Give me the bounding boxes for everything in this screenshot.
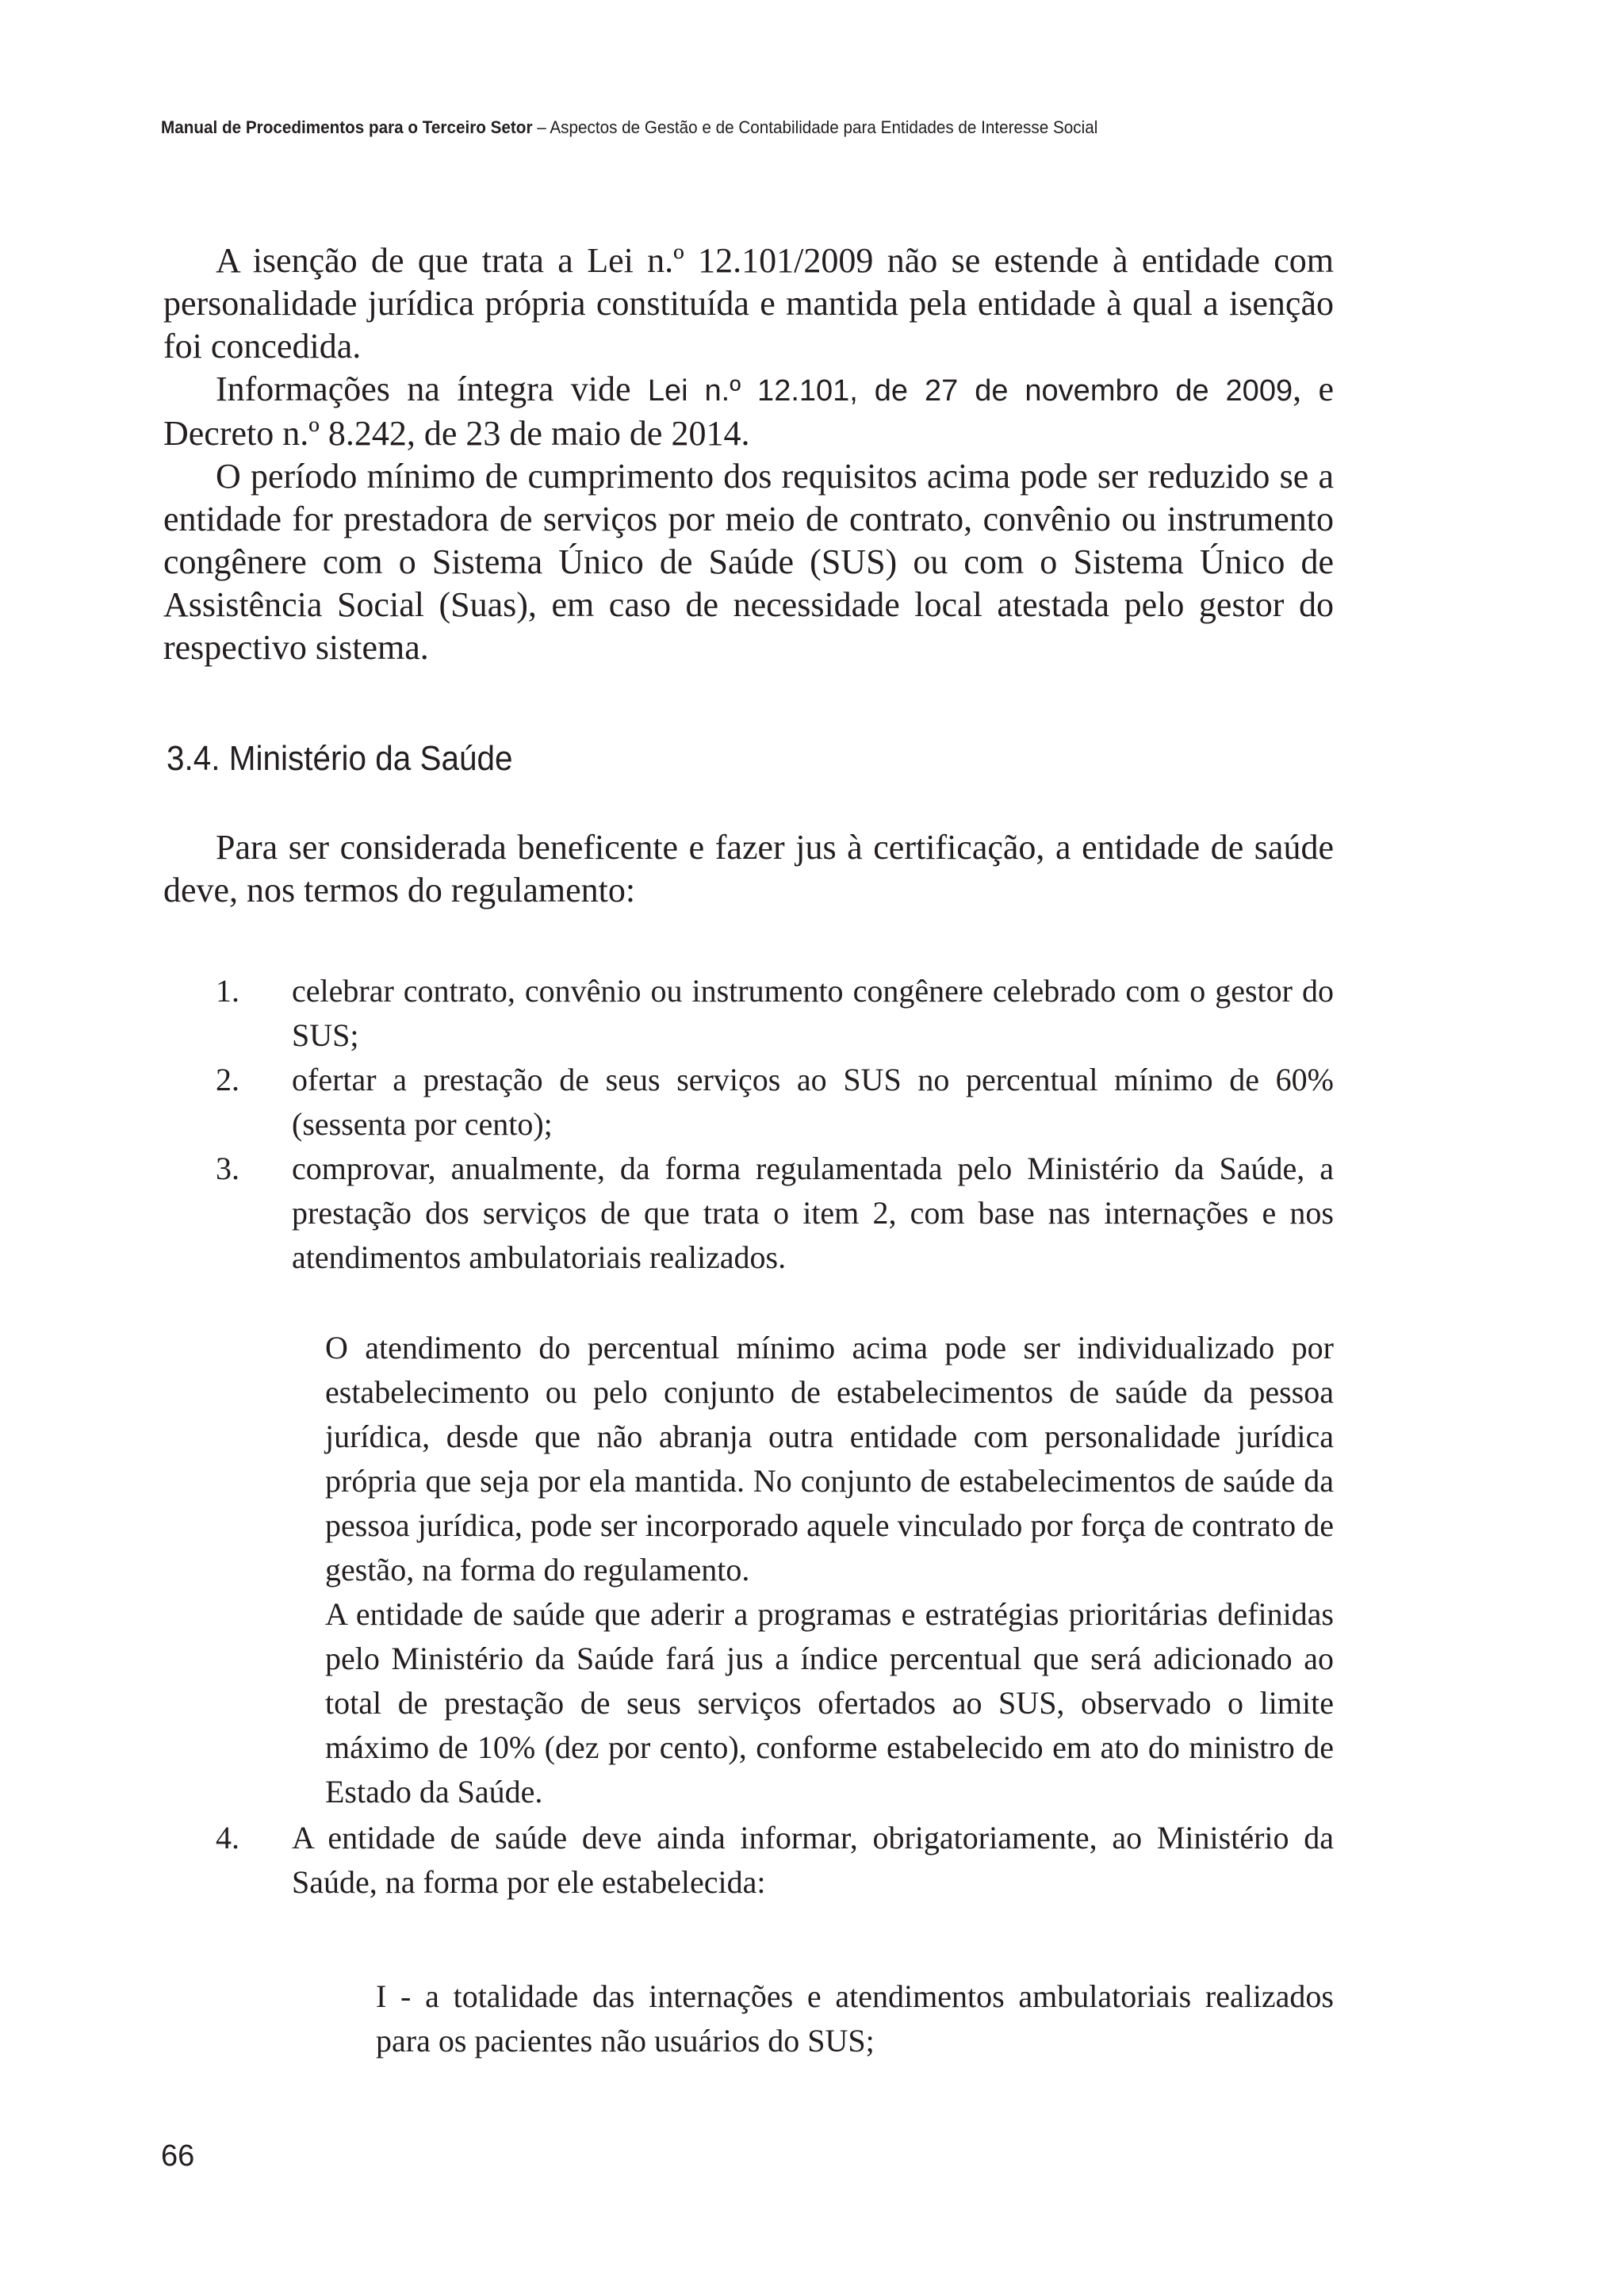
law-reference-link[interactable]: Lei n.º 12.101, de 27 de novembro de 2009 xyxy=(647,374,1293,408)
body-text-top xyxy=(163,239,1334,669)
list-item-text: ofertar a prestação de seus serviços ao SUS no percentual mínimo de 60% (sessenta por cento); xyxy=(292,1062,1334,1142)
list-item-number: 1. xyxy=(216,973,239,1009)
paragraph-informacoes-end: , e Decreto n.º 8.242, de 23 de maio de 2014. xyxy=(163,370,1335,453)
section-intro xyxy=(163,826,1334,912)
section-heading: 3.4. Ministério da Saúde xyxy=(167,739,513,778)
sub-item-text: I - a totalidade das internações e atendimentos ambulatoriais realizados para os pacientes não usuários do SUS; xyxy=(376,1978,1334,2058)
list-item xyxy=(163,969,1334,1058)
paragraph-isencao: A isenção de que trata a Lei n.º 12.101/2009 não se estende à entidade com personalidade jurídica própria constituída e mantida pela entidade à qual a isenção foi concedida. xyxy=(163,241,1334,366)
list-item xyxy=(163,1816,1334,1905)
requirements-list-continued xyxy=(163,1816,1334,1905)
paragraph-informacoes xyxy=(163,368,1334,455)
requirements-list xyxy=(163,969,1334,1280)
section-intro-paragraph: Para ser considerada beneficente e fazer jus à certificação, a entidade de saúde deve, nos termos do regulamento: xyxy=(163,828,1334,910)
list-item-text: A entidade de saúde deve ainda informar, obrigatoriamente, ao Ministério da Saúde, na forma por ele estabelecida: xyxy=(292,1820,1334,1900)
indented-note xyxy=(325,1326,1334,1814)
list-item-number: 3. xyxy=(216,1151,239,1186)
paragraph-periodo-minimo: O período mínimo de cumprimento dos requisitos acima pode ser reduzido se a entidade for prestadora de serviços por meio de contrato, convênio ou instrumento congênere com o Sistema Único de Saúde (SUS) ou com o Sistema Único de Assistência Social (Suas), em caso de necessidade local atestada pelo gestor do respectivo sistema. xyxy=(163,457,1334,667)
paragraph-informacoes-start: Informações na íntegra vide xyxy=(216,370,648,408)
running-header-bold: Manual de Procedimentos para o Terceiro Setor xyxy=(161,117,533,137)
list-item-text: celebrar contrato, convênio ou instrumento congênere celebrado com o gestor do SUS; xyxy=(292,973,1334,1053)
note-paragraph-atendimento: O atendimento do percentual mínimo acima pode ser individualizado por estabelecimento ou pelo conjunto de estabelecimentos de saúde da pessoa jurídica, desde que não abranja outra entidade com personalidade jurídica própria que seja por ela mantida. No conjunto de estabelecimentos de saúde da pessoa jurídica, pode ser incorporado aquele vinculado por força de contrato de gestão, na forma do regulamento. xyxy=(325,1330,1334,1587)
list-item xyxy=(163,1058,1334,1147)
list-item-number: 2. xyxy=(216,1062,239,1097)
list-item-text: comprovar, anualmente, da forma regulamentada pelo Ministério da Saúde, a prestação dos serviços de que trata o item 2, com base nas internações e nos atendimentos ambulatoriais realizados. xyxy=(292,1151,1334,1275)
list-item xyxy=(163,1147,1334,1280)
running-header xyxy=(161,117,1428,138)
note-paragraph-programas: A entidade de saúde que aderir a programas e estratégias prioritárias definidas pelo Ministério da Saúde fará jus a índice percentual que será adicionado ao total de prestação de seus serviços ofertados ao SUS, observado o limite máximo de 10% (dez por cento), conforme estabelecido em ato do ministro de Estado da Saúde. xyxy=(325,1596,1334,1810)
list-item-number: 4. xyxy=(216,1820,239,1855)
sub-item xyxy=(376,1974,1334,2063)
running-header-subtitle: – Aspectos de Gestão e de Contabilidade para Entidades de Interesse Social xyxy=(532,117,1098,137)
page-number: 66 xyxy=(161,2139,195,2173)
